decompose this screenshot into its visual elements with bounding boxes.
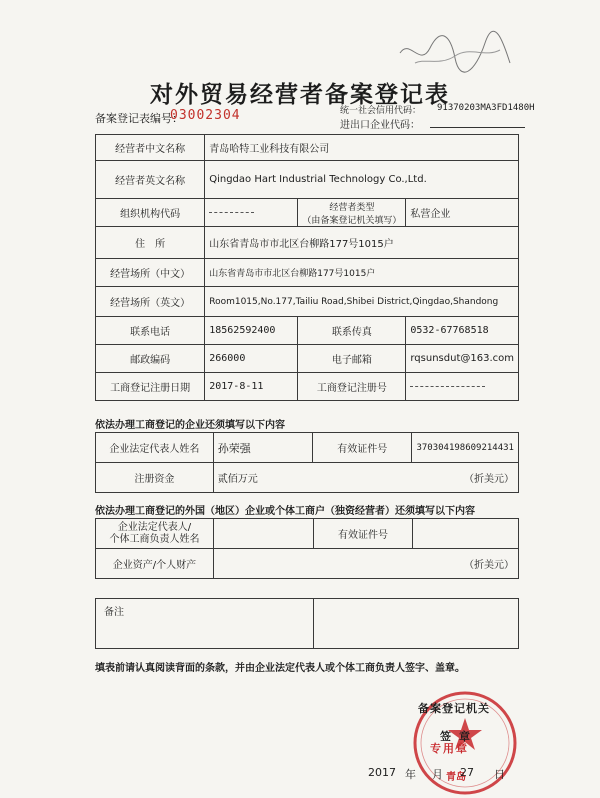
reg-no-label: 备案登记表编号： bbox=[95, 112, 183, 125]
table-row bbox=[96, 345, 519, 373]
footer-note: 填表前请认真阅读背面的条款，并由企业法定代表人或个体工商负责人签字、盖章。 bbox=[95, 663, 465, 674]
table-row bbox=[96, 599, 519, 649]
org-code-value bbox=[205, 199, 298, 227]
ie-code-blank-line bbox=[430, 127, 525, 128]
main-info-table bbox=[95, 134, 519, 401]
reg-capital-usd-label: （折美元） bbox=[464, 474, 514, 485]
seal-bottom-text: 青岛 bbox=[446, 772, 466, 783]
credit-code-label: 统一社会信用代码： bbox=[340, 106, 422, 116]
legal-rep-value: 孙荣强 bbox=[213, 433, 312, 463]
remarks-value bbox=[313, 599, 518, 649]
section1-title: 依法办理工商登记的企业还须填写以下内容 bbox=[95, 420, 285, 431]
table-row bbox=[96, 549, 519, 579]
zip-label: 邮政编码 bbox=[96, 345, 205, 373]
ie-code-label: 进出口企业代码： bbox=[340, 120, 420, 131]
phone-label: 联系电话 bbox=[96, 317, 205, 345]
legal-rep-label: 企业法定代表人姓名 bbox=[96, 433, 214, 463]
en-name-label: 经营者英文名称 bbox=[96, 161, 205, 199]
registration-authority-label: 备案登记机关 bbox=[418, 702, 490, 715]
biz-place-en-value: Room1015,No.177,Tailiu Road,Shibei District,Qingdao,Shandong bbox=[205, 287, 519, 317]
reg-date-label: 工商登记注册日期 bbox=[96, 373, 205, 401]
section2-rep-label-line2: 个体工商负责人姓名 bbox=[109, 533, 200, 545]
reg-capital-value: 贰佰万元 bbox=[217, 474, 258, 485]
table-row bbox=[96, 161, 519, 199]
seal-center-text: 专用章 bbox=[430, 742, 469, 755]
biz-place-en-label: 经营场所（英文） bbox=[96, 287, 205, 317]
date-year-unit: 年 bbox=[405, 768, 416, 781]
section2-rep-label-line1: 企业法定代表人/ bbox=[117, 521, 192, 533]
cn-name-value: 青岛哈特工业科技有限公司 bbox=[205, 135, 519, 161]
table-row bbox=[96, 463, 519, 493]
reg-capital-label: 注册资金 bbox=[96, 463, 214, 493]
remarks-label: 备注 bbox=[96, 599, 314, 649]
table-row bbox=[96, 227, 519, 259]
email-label: 电子邮箱 bbox=[298, 345, 406, 373]
email-value: rqsunsdut@163.com bbox=[406, 345, 519, 373]
reg-no-value: 03002304 bbox=[170, 108, 241, 123]
handwritten-scribble bbox=[395, 28, 515, 78]
signature-seal-label: 签章 bbox=[440, 730, 478, 743]
section2-table bbox=[95, 518, 519, 579]
phone-value: 18562592400 bbox=[205, 317, 298, 345]
assets-label: 企业资产/个人财产 bbox=[96, 549, 214, 579]
en-name-value: Qingdao Hart Industrial Technology Co.,Ltd. bbox=[205, 161, 519, 199]
section1-table bbox=[95, 432, 519, 493]
org-code-blank bbox=[209, 212, 254, 213]
table-row bbox=[96, 519, 519, 549]
section2-id-label: 有效证件号 bbox=[313, 519, 413, 549]
operator-type-label-line1: 经营者类型 bbox=[329, 202, 375, 213]
id-no-label: 有效证件号 bbox=[312, 433, 411, 463]
table-row bbox=[96, 287, 519, 317]
biz-place-cn-value: 山东省青岛市市北区台柳路177号1015户 bbox=[205, 259, 519, 287]
remarks-table bbox=[95, 598, 519, 649]
operator-type-label-line2: （由备案登记机关填写） bbox=[302, 215, 402, 226]
business-reg-no-blank bbox=[410, 386, 485, 387]
table-row bbox=[96, 317, 519, 345]
section2-rep-value bbox=[213, 519, 313, 549]
date-day-unit: 日 bbox=[494, 768, 505, 781]
credit-code-value: 91370203MA3FD1480H bbox=[437, 103, 535, 113]
zip-value: 266000 bbox=[205, 345, 298, 373]
table-row bbox=[96, 135, 519, 161]
section2-id-value bbox=[413, 519, 519, 549]
reg-date-value: 2017-8-11 bbox=[205, 373, 298, 401]
table-row bbox=[96, 433, 519, 463]
address-label: 住 所 bbox=[96, 227, 205, 259]
fax-label: 联系传真 bbox=[298, 317, 406, 345]
section2-rep-label bbox=[96, 519, 214, 549]
address-value: 山东省青岛市市北区台柳路177号1015户 bbox=[205, 227, 519, 259]
document-title: 对外贸易经营者备案登记表 bbox=[150, 82, 450, 108]
date-day: 27 bbox=[460, 766, 474, 779]
operator-type-value: 私营企业 bbox=[406, 199, 519, 227]
table-row bbox=[96, 259, 519, 287]
id-no-value: 370304198609214431 bbox=[412, 433, 519, 463]
assets-usd-label: （折美元） bbox=[213, 549, 518, 579]
business-reg-no-value bbox=[406, 373, 519, 401]
table-row bbox=[96, 373, 519, 401]
date-year: 2017 bbox=[368, 766, 396, 779]
fax-value: 0532-67768518 bbox=[406, 317, 519, 345]
date-month-unit: 月 bbox=[432, 768, 443, 781]
org-code-label: 组织机构代码 bbox=[96, 199, 205, 227]
reg-capital-cell bbox=[213, 463, 518, 493]
biz-place-cn-label: 经营场所（中文） bbox=[96, 259, 205, 287]
table-row bbox=[96, 199, 519, 227]
operator-type-label bbox=[298, 199, 406, 227]
business-reg-no-label: 工商登记注册号 bbox=[298, 373, 406, 401]
cn-name-label: 经营者中文名称 bbox=[96, 135, 205, 161]
section2-title: 依法办理工商登记的外国（地区）企业或个体工商户（独资经营者）还须填写以下内容 bbox=[95, 506, 475, 517]
